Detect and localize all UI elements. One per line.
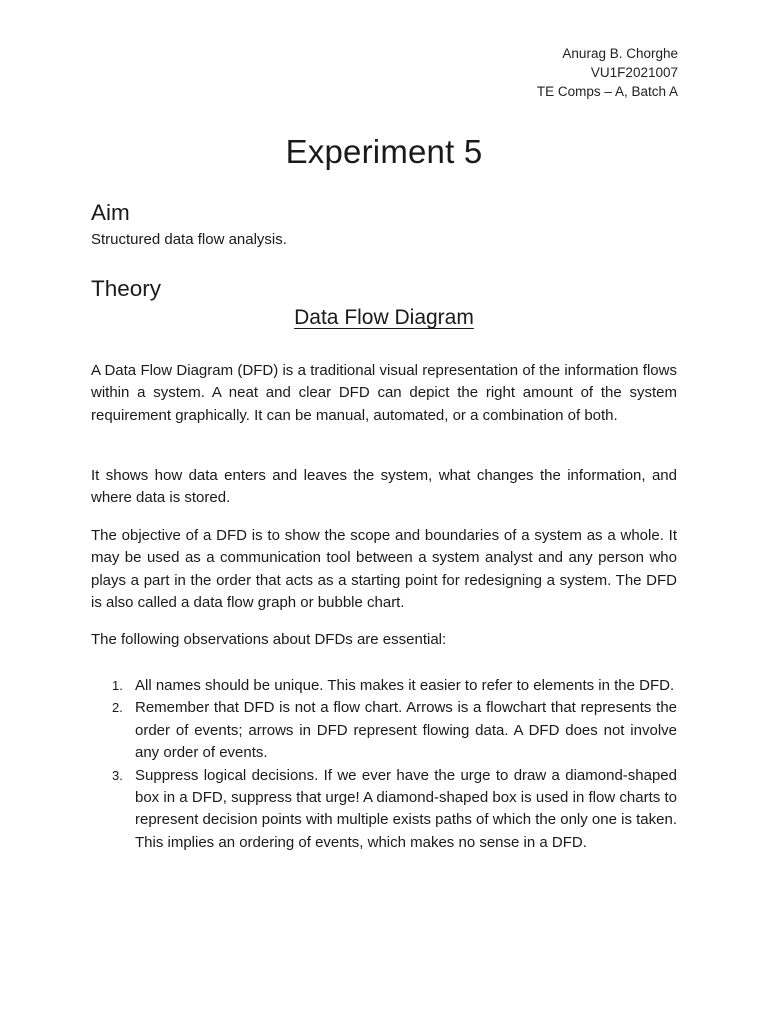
list-item-number: 1. xyxy=(112,678,123,693)
theory-paragraph: A Data Flow Diagram (DFD) is a traditional visual representation of the information flows within a system. A neat and clear DFD can depict the right amount of the system requirement graphically. It can be manual, automated, or a combination of both. xyxy=(91,362,677,424)
author-id: VU1F2021007 xyxy=(590,65,678,80)
list-item-text: Remember that DFD is not a flow chart. Arrows is a flowchart that represents the order of events; arrows in DFD represent flowing data. A DFD does not involve any order of events. xyxy=(135,699,677,762)
theory-paragraph: It shows how data enters and leaves the system, what changes the information, and where data is stored. xyxy=(91,467,677,507)
aim-text: Structured data flow analysis. xyxy=(91,231,287,248)
list-item xyxy=(91,697,677,764)
observations-list xyxy=(91,675,677,854)
author-block xyxy=(537,44,678,101)
author-class-batch: TE Comps – A, Batch A xyxy=(536,84,678,99)
list-item-number: 3. xyxy=(112,767,123,783)
list-item-number: 2. xyxy=(112,700,123,716)
list-item-text: All names should be unique. This makes it easier to refer to elements in the DFD. xyxy=(135,677,675,694)
theory-paragraph: The objective of a DFD is to show the scope and boundaries of a system as a whole. It may be used as a communication tool between a system analyst and any person who plays a part in the order that acts as a starting point for redesigning a system. The DFD is also called a data flow graph or bubble chart. xyxy=(91,527,677,612)
document-title: Experiment 5 xyxy=(285,133,483,170)
author-name: Anurag B. Chorghe xyxy=(562,46,678,61)
dfd-subtitle-text: Data Flow Diagram xyxy=(294,306,474,329)
list-item xyxy=(91,675,677,697)
list-item-text: Suppress logical decisions. If we ever have the urge to draw a diamond-shaped box in a DFD, suppress that urge! A diamond-shaped box is used in flow charts to represent decision points with multiple exists paths of which the only one is taken. This implies an ordering of events, which makes no sense in a DFD. xyxy=(135,766,677,851)
dfd-subtitle xyxy=(0,306,768,330)
list-item xyxy=(91,765,677,855)
theory-heading: Theory xyxy=(91,276,162,301)
aim-heading: Aim xyxy=(91,200,130,225)
theory-paragraph: The following observations about DFDs are essential: xyxy=(91,631,447,648)
